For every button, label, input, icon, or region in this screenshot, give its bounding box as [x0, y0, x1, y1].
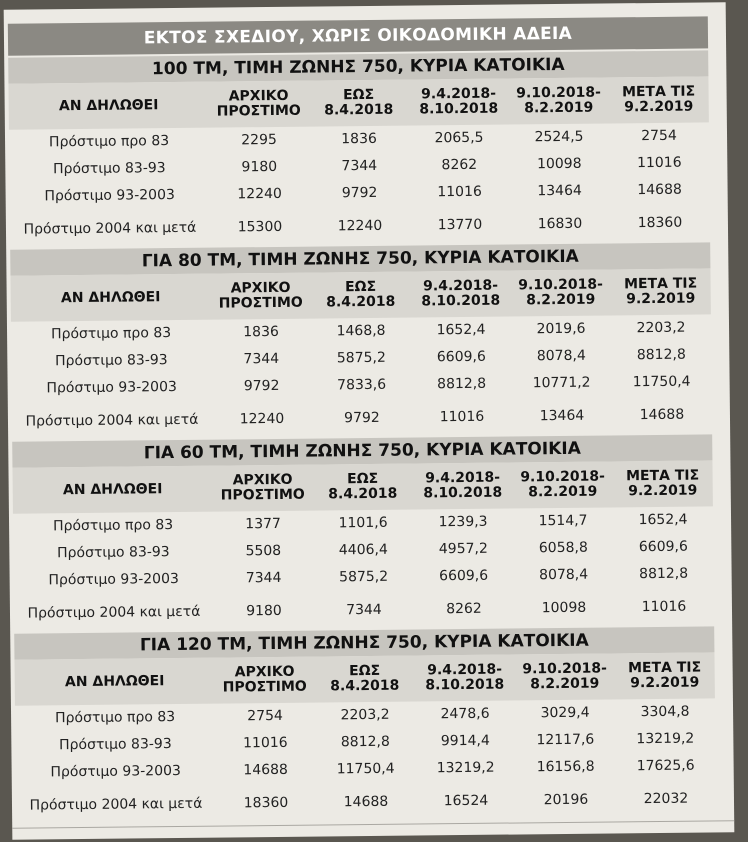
cell-value: 10771,2: [532, 374, 591, 392]
section-title: ΓΙΑ 80 ΤΜ, ΤΙΜΗ ΖΩΝΗΣ 750, ΚΥΡΙΑ ΚΑΤΟΙΚΙΑ: [10, 242, 710, 275]
table-header-row: [14, 652, 714, 705]
row-label: Πρόστιμο 83-93: [54, 352, 168, 370]
cell-value: 7833,6: [337, 376, 387, 394]
row-label: Πρόστιμο προ 83: [50, 325, 172, 343]
cell-value: 5875,2: [339, 568, 389, 586]
table-row: [10, 203, 710, 248]
cell-value: 17625,6: [636, 757, 695, 775]
cell-value: 4957,2: [438, 540, 488, 558]
cell-value: 1101,6: [338, 514, 388, 532]
cell-value: 8262: [441, 156, 478, 174]
cell-value: 12117,6: [536, 731, 595, 749]
header-after-9-2-2019: ΜΕΤΑ ΤΙΣ 9.2.2019: [623, 275, 698, 308]
cell-value: 22032: [643, 790, 689, 807]
cell-value: 15300: [237, 218, 283, 235]
header-after-9-2-2019: ΜΕΤΑ ΤΙΣ 9.2.2019: [625, 467, 700, 500]
cell-value: 2203,2: [636, 319, 686, 337]
row-label: Πρόστιμο 83-93: [58, 736, 172, 754]
cell-value: 16156,8: [536, 758, 595, 776]
cell-value: 9914,4: [440, 732, 490, 750]
cell-value: 6609,6: [638, 538, 688, 556]
cell-value: 10098: [536, 155, 582, 173]
row-label: Πρόστιμο προ 83: [54, 709, 176, 727]
cell-value: 9180: [246, 602, 282, 619]
header-9-4-to-8-10-2018: 9.4.2018- 8.10.2018: [425, 661, 505, 694]
cell-value: 3029,4: [540, 704, 590, 722]
cell-value: 1468,8: [336, 322, 386, 340]
cell-value: 5508: [245, 542, 282, 560]
row-label: Πρόστιμο προ 83: [48, 133, 170, 151]
cell-value: 9180: [241, 158, 278, 176]
cell-value: 1377: [245, 515, 281, 533]
header-9-4-to-8-10-2018: 9.4.2018- 8.10.2018: [423, 469, 503, 502]
cell-value: 8812,8: [636, 346, 686, 364]
cell-value: 6609,6: [436, 348, 486, 366]
cell-value: 1836: [341, 130, 377, 148]
row-label: Πρόστιμο 2004 και μετά: [23, 219, 197, 238]
cell-value: 3304,8: [640, 703, 690, 721]
row-label: Πρόστιμο 2004 και μετά: [29, 795, 203, 814]
section-120sqm: [14, 626, 716, 824]
row-label: Πρόστιμο προ 83: [52, 517, 174, 535]
cell-value: 12240: [237, 185, 282, 203]
header-9-4-to-8-10-2018: 9.4.2018- 8.10.2018: [419, 85, 499, 118]
cell-value: 11016: [641, 598, 687, 615]
cell-value: 7344: [243, 350, 280, 368]
cell-value: 1514,7: [538, 512, 588, 530]
header-9-10-2018-to-8-2-2019: 9.10.2018- 8.2.2019: [518, 276, 603, 309]
cell-value: 18360: [243, 794, 289, 811]
header-9-10-2018-to-8-2-2019: 9.10.2018- 8.2.2019: [522, 660, 608, 693]
cell-value: 13770: [437, 216, 483, 233]
header-9-10-2018-to-8-2-2019: 9.10.2018- 8.2.2019: [516, 84, 601, 117]
page-title: ΕΚΤΟΣ ΣΧΕΔΙΟΥ, ΧΩΡΙΣ ΟΙΚΟΔΟΜΙΚΗ ΑΔΕΙΑ: [8, 16, 708, 55]
header-until-8-4-2018: ΕΩΣ 8.4.2018: [324, 86, 394, 119]
section-title: ΓΙΑ 120 ΤΜ, ΤΙΜΗ ΖΩΝΗΣ 750, ΚΥΡΙΑ ΚΑΤΟΙΚΙΑ: [14, 626, 714, 659]
cell-value: 2754: [641, 127, 677, 145]
header-initial-fine: ΑΡΧΙΚΟ ΠΡΟΣΤΙΜΟ: [218, 279, 303, 312]
row-label: Πρόστιμο 93-2003: [44, 187, 175, 205]
cell-value: 11016: [439, 408, 485, 425]
cell-value: 8812,8: [437, 375, 487, 393]
table-header-row: [10, 268, 710, 321]
cell-value: 9792: [243, 377, 280, 395]
cell-value: 2203,2: [340, 706, 390, 724]
cell-value: 5875,2: [336, 349, 386, 367]
section-100sqm: [8, 50, 710, 248]
cell-value: 13464: [537, 182, 582, 200]
cell-value: 12240: [239, 410, 285, 427]
cell-value: 1239,3: [438, 513, 488, 531]
header-9-4-to-8-10-2018: 9.4.2018- 8.10.2018: [421, 277, 501, 310]
cell-value: 6609,6: [439, 567, 489, 585]
header-initial-fine: ΑΡΧΙΚΟ ΠΡΟΣΤΙΜΟ: [216, 87, 301, 120]
row-label: Πρόστιμο 83-93: [52, 160, 166, 178]
cell-value: 2524,5: [534, 128, 584, 146]
row-label: Πρόστιμο 93-2003: [46, 379, 177, 397]
row-label: Πρόστιμο 2004 και μετά: [25, 411, 199, 430]
cell-value: 13219,2: [636, 730, 695, 748]
cell-value: 16524: [443, 792, 489, 809]
cell-value: 4406,4: [338, 541, 388, 559]
header-declared: ΑΝ ΔΗΛΩΘΕΙ: [58, 96, 159, 114]
newspaper-table-sheet: [4, 2, 735, 840]
cell-value: 2065,5: [434, 129, 484, 147]
cell-value: 11750,4: [336, 760, 395, 778]
cell-value: 18360: [637, 214, 683, 231]
row-label: Πρόστιμο 93-2003: [48, 571, 179, 589]
cell-value: 8262: [446, 600, 482, 617]
cell-value: 1652,4: [436, 321, 486, 339]
cell-value: 14688: [343, 793, 389, 810]
cell-value: 8812,8: [340, 733, 390, 751]
cell-value: 2754: [247, 707, 283, 725]
header-until-8-4-2018: ΕΩΣ 8.4.2018: [326, 278, 396, 311]
cell-value: 1652,4: [638, 511, 688, 529]
cell-value: 12240: [337, 217, 383, 234]
cell-value: 9792: [344, 409, 380, 426]
cell-value: 7344: [346, 601, 382, 618]
cell-value: 14688: [637, 181, 682, 199]
cell-value: 2019,6: [536, 320, 586, 338]
cell-value: 6058,8: [538, 539, 588, 557]
cell-value: 20196: [543, 791, 589, 808]
table-header-row: [12, 460, 712, 513]
section-title: 100 ΤΜ, ΤΙΜΗ ΖΩΝΗΣ 750, ΚΥΡΙΑ ΚΑΤΟΙΚΙΑ: [8, 50, 708, 83]
header-after-9-2-2019: ΜΕΤΑ ΤΙΣ 9.2.2019: [627, 659, 702, 692]
table-header-row: [8, 76, 708, 129]
header-declared: ΑΝ ΔΗΛΩΘΕΙ: [64, 672, 165, 690]
cell-value: 11016: [437, 183, 482, 201]
header-9-10-2018-to-8-2-2019: 9.10.2018- 8.2.2019: [520, 468, 605, 501]
cell-value: 16830: [537, 215, 583, 232]
cell-value: 2295: [241, 131, 277, 149]
cell-value: 10098: [541, 599, 587, 616]
header-initial-fine: ΑΡΧΙΚΟ ΠΡΟΣΤΙΜΟ: [222, 663, 307, 696]
header-initial-fine: ΑΡΧΙΚΟ ΠΡΟΣΤΙΜΟ: [220, 471, 305, 504]
cell-value: 14688: [243, 761, 288, 779]
header-after-9-2-2019: ΜΕΤΑ ΤΙΣ 9.2.2019: [621, 83, 696, 116]
cell-value: 11016: [636, 154, 682, 172]
cell-value: 9792: [341, 184, 378, 202]
header-declared: ΑΝ ΔΗΛΩΘΕΙ: [62, 480, 163, 498]
cell-value: 2478,6: [440, 705, 490, 723]
cell-value: 11750,4: [632, 373, 691, 391]
table-row: [16, 779, 716, 824]
table-row: [14, 587, 714, 632]
cell-value: 7344: [245, 569, 282, 587]
table-row: [12, 395, 712, 440]
cell-value: 14688: [639, 406, 685, 423]
row-label: Πρόστιμο 93-2003: [50, 762, 181, 781]
section-title: ΓΙΑ 60 ΤΜ, ΤΙΜΗ ΖΩΝΗΣ 750, ΚΥΡΙΑ ΚΑΤΟΙΚΙΑ: [12, 434, 712, 467]
cell-value: 7344: [341, 157, 378, 175]
cell-value: 13464: [539, 407, 585, 424]
cell-value: 8078,4: [536, 347, 586, 365]
row-label: Πρόστιμο 83-93: [56, 544, 170, 562]
section-80sqm: [10, 242, 712, 440]
row-label: Πρόστιμο 2004 και μετά: [27, 603, 201, 622]
cell-value: 11016: [243, 734, 288, 752]
header-declared: ΑΝ ΔΗΛΩΘΕΙ: [60, 288, 161, 306]
cell-value: 1836: [243, 323, 279, 341]
cell-value: 13219,2: [436, 759, 495, 777]
section-60sqm: [12, 434, 714, 632]
cell-value: 8812,8: [639, 565, 689, 583]
cell-value: 8078,4: [539, 566, 589, 584]
header-until-8-4-2018: ΕΩΣ 8.4.2018: [328, 470, 398, 503]
header-until-8-4-2018: ΕΩΣ 8.4.2018: [330, 662, 400, 695]
